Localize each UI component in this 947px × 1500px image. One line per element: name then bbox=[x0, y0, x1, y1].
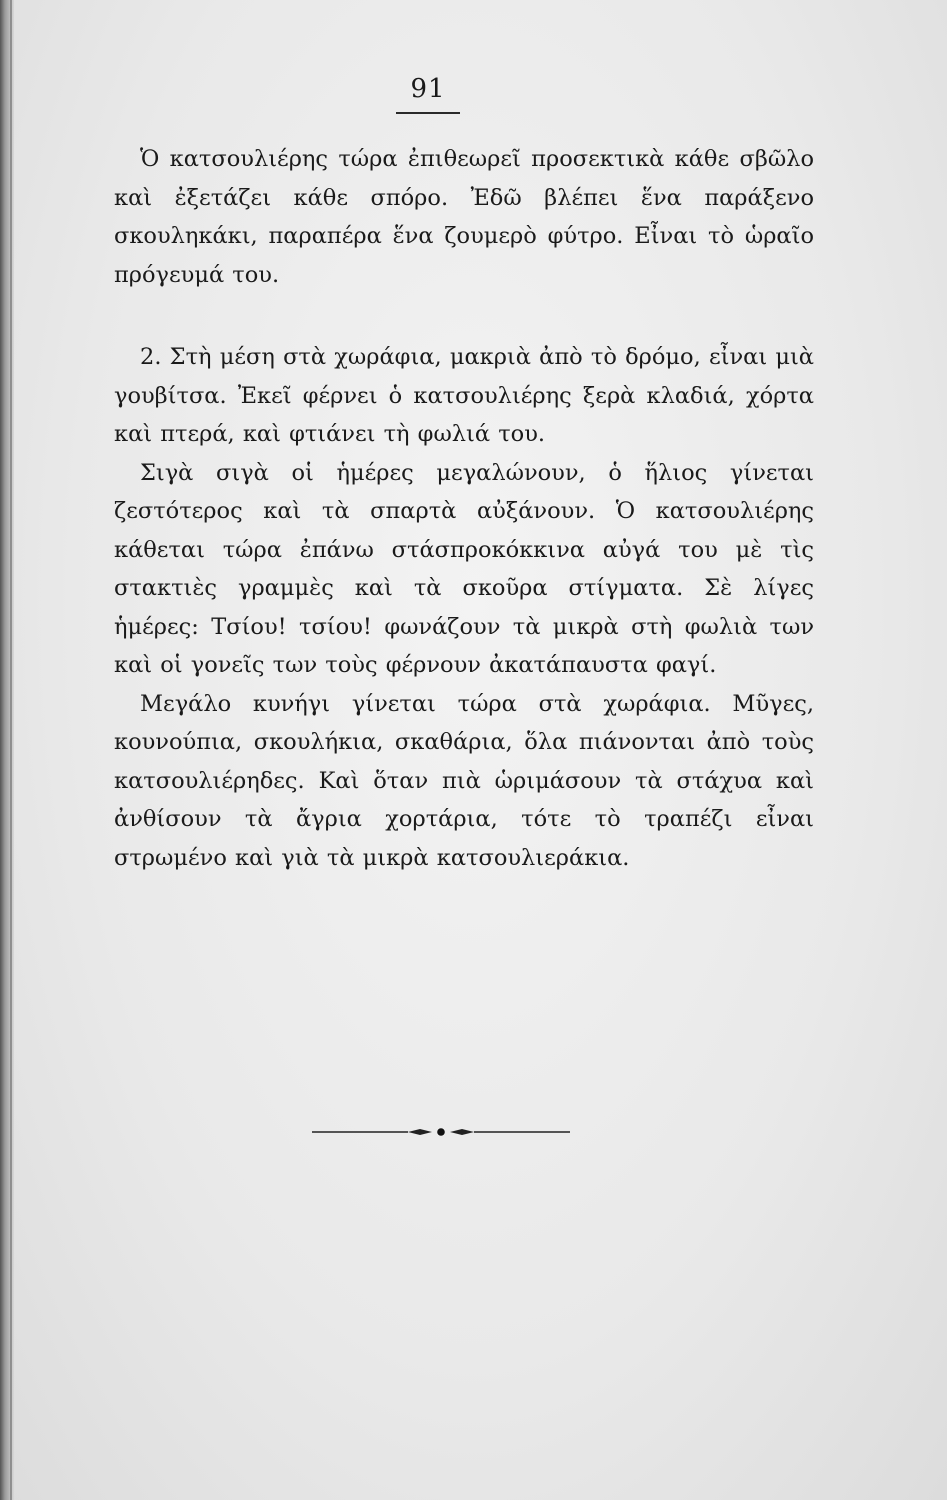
page-number-underline bbox=[396, 112, 460, 114]
page-number: 91 bbox=[410, 74, 446, 104]
binding-shadow-line bbox=[10, 0, 12, 1500]
paragraph-1: Ὁ κατσουλιέρης τώρα ἐπιθεωρεῖ προσεκτικὰ κάθε σβῶλο καὶ ἐξετάζει κάθε σπόρο. Ἐδῶ βλέπει ἕνα παράξενο σκουληκάκι, παραπέρα ἕνα ζουμερὸ φύτρο. Εἶναι τὸ ὡραῖο πρόγευμά του. bbox=[114, 146, 814, 288]
body-text bbox=[114, 140, 814, 877]
paragraph-2: 2. Στὴ μέση στὰ χωράφια, μακριὰ ἀπὸ τὸ δρόμο, εἶναι μιὰ γουβίτσα. Ἐκεῖ φέρνει ὁ κατσουλιέρης ξερὰ κλαδιά, χόρτα καὶ πτερά, καὶ φτιάνει τὴ φωλιά του. bbox=[114, 344, 814, 447]
paragraph-3: Σιγὰ σιγὰ οἱ ἡμέρες μεγαλώνουν, ὁ ἥλιος γίνεται ζεστότερος καὶ τὰ σπαρτὰ αὐξάνουν. Ὁ κατσουλιέρης κάθεται τώρα ἐπάνω στάσπροκόκκινα αὐγά του μὲ τὶς στακτιὲς γραμμὲς καὶ τὰ σκοῦρα στίγματα. Σὲ λίγες ἡμέρες: Τσίου! τσίου! φωνάζουν τὰ μικρὰ στὴ φωλιὰ των καὶ οἱ γονεῖς των τοὺς φέρνουν ἀκατάπαυστα φαγί. bbox=[114, 459, 814, 678]
paragraph-4: Μεγάλο κυνήγι γίνεται τώρα στὰ χωράφια. Μῦγες, κουνούπια, σκουλήκια, σκαθάρια, ὅλα πιάνονται ἀπὸ τοὺς κατσουλιέρηδες. Καὶ ὅταν πιὰ ὡριμάσουν τὰ στάχυα καὶ ἀνθίσουν τὰ ἄγρια χορτάρια, τότε τὸ τραπέζι εἶναι στρωμένο καὶ γιὰ τὰ μικρὰ κατσουλιεράκια. bbox=[114, 690, 814, 871]
section-gap bbox=[114, 294, 814, 338]
end-ornament-divider bbox=[312, 1126, 570, 1138]
